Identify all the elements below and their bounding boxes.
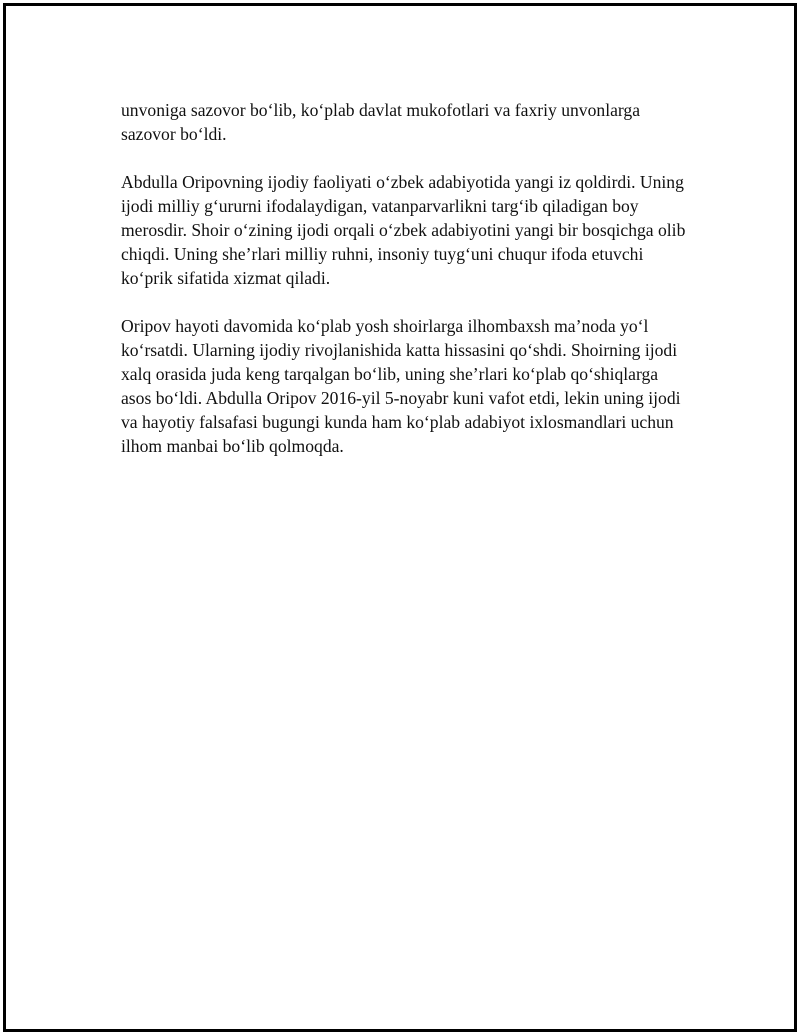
page-frame	[3, 3, 797, 1032]
paragraph-3: Oripov hayoti davomida ko‘plab yosh shoirlarga ilhombaxsh ma’noda yo‘l ko‘rsatdi. Ularning ijodiy rivojlanishida katta hissasini qo‘shdi. Shoirning ijodi xalq orasida juda keng tarqalgan bo‘lib, uning she’rlari ko‘plab qo‘shiqlarga asos bo‘ldi. Abdulla Oripov 2016-yil 5-noyabr kuni vafot etdi, lekin uning ijodi va hayotiy falsafasi bugungi kunda ham ko‘plab adabiyot ixlosmandlari uchun ilhom manbai bo‘lib qolmoqda.	[121, 316, 681, 456]
document-body	[121, 98, 691, 482]
paragraph-1: unvoniga sazovor bo‘lib, ko‘plab davlat mukofotlari va faxriy unvonlarga sazovor bo‘ldi.	[121, 100, 641, 144]
paragraph-2: Abdulla Oripovning ijodiy faoliyati o‘zbek adabiyotida yangi iz qoldirdi. Uning ijodi milliy g‘ururni ifodalaydigan, vatanparvarlikni targ‘ib qiladigan boy merosdir. Shoir o‘zining ijodi orqali o‘zbek adabiyotini yangi bir bosqichga olib chiqdi. Uning she’rlari milliy ruhni, insoniy tuyg‘uni chuqur ifoda etuvchi ko‘prik sifatida xizmat qiladi.	[121, 172, 686, 288]
